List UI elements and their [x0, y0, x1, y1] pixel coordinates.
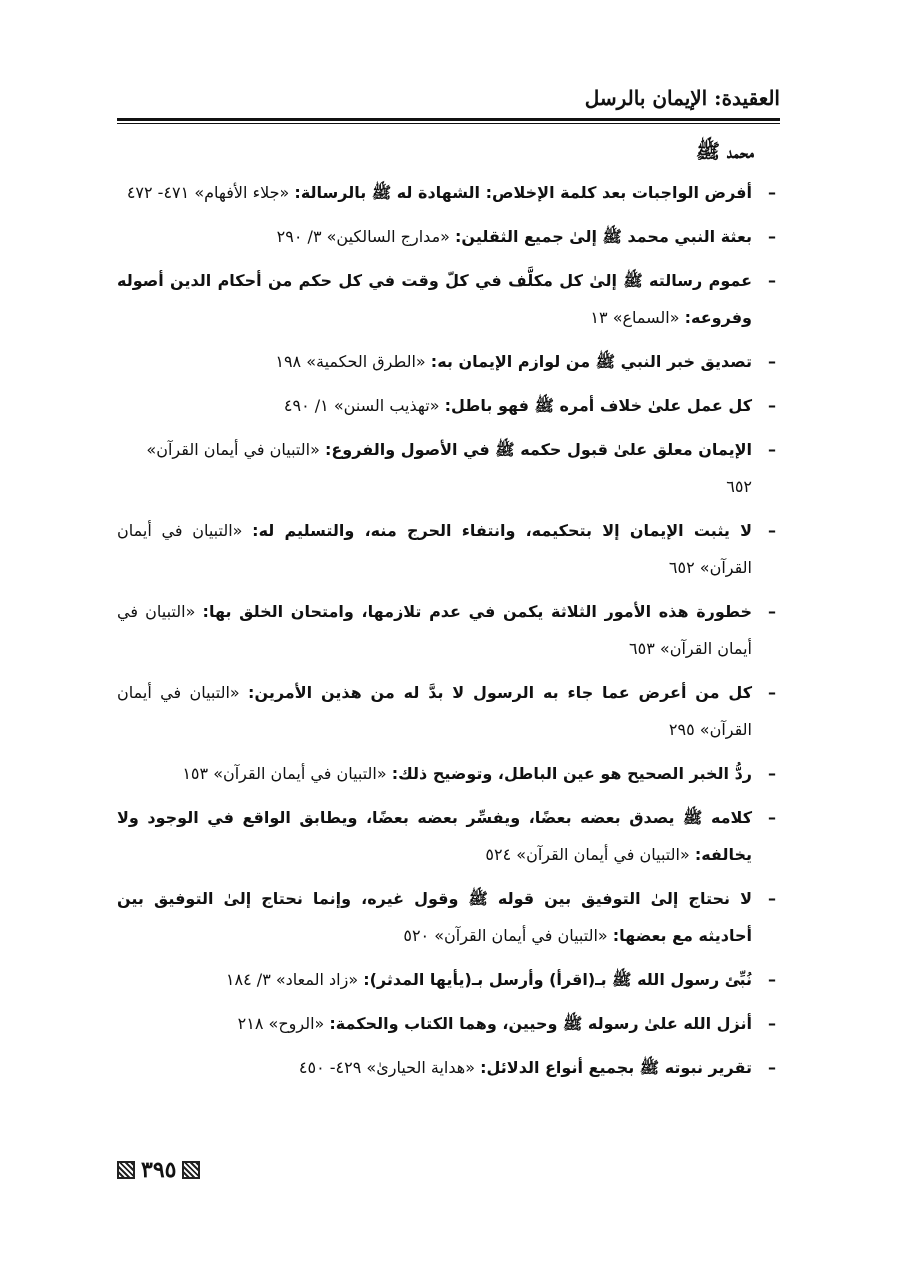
entry-text: خطورة هذه الأمور الثلاثة يكمن في عدم تلازمها، وامتحان الخلق بها:: [202, 602, 752, 621]
entry-dash: –: [768, 1058, 776, 1077]
header-rule-thin: [117, 123, 780, 124]
index-entry: [117, 262, 780, 336]
entry-dash: –: [768, 764, 776, 783]
entry-dash: –: [768, 1014, 776, 1033]
index-entry: [117, 174, 780, 211]
entry-source: «مدارج السالكين» ٣/ ٢٩٠: [276, 227, 450, 246]
entry-dash: –: [768, 889, 776, 908]
page-footer: [117, 1152, 200, 1188]
entry-text: تصديق خبر النبي ﷺ من لوازم الإيمان به:: [430, 352, 752, 371]
entry-source: «الروح» ٢١٨: [237, 1014, 325, 1033]
index-entry: [117, 799, 780, 873]
entry-dash: –: [768, 521, 776, 540]
page-number: ٣٩٥: [141, 1157, 177, 1183]
entry-text: لا نحتاج إلىٰ التوفيق بين قوله ﷺ وقول غيره، وإنما نحتاج إلىٰ التوفيق بين أحاديثه مع بعضها:: [117, 889, 752, 945]
header-rule-thick: [117, 118, 780, 121]
entry-source: «التبيان في أيمان القرآن» ١٥٣: [182, 764, 387, 783]
entry-text: ردُّ الخبر الصحيح هو عين الباطل، وتوضيح ذلك:: [391, 764, 752, 783]
entry-text: أفرض الواجبات بعد كلمة الإخلاص: الشهادة له ﷺ بالرسالة:: [294, 183, 752, 202]
section-title: محمد ﷺ: [695, 139, 754, 163]
entry-dash: –: [768, 970, 776, 989]
entry-source: «تهذيب السنن» ١/ ٤٩٠: [283, 396, 440, 415]
running-header: [117, 82, 780, 124]
index-entry: [117, 387, 780, 424]
entry-text: أنزل الله علىٰ رسوله ﷺ وحيين، وهما الكتاب والحكمة:: [329, 1014, 752, 1033]
entry-text: نُبِّئ رسول الله ﷺ بـ(اقرأ) وأرسل بـ(يأيها المدثر):: [363, 970, 752, 989]
index-entries: [117, 174, 780, 1093]
entry-text: لا يثبت الإيمان إلا بتحكيمه، وانتفاء الحرج منه، والتسليم له:: [252, 521, 752, 540]
entry-text: تقرير نبوته ﷺ بجميع أنواع الدلائل:: [480, 1058, 752, 1077]
entry-dash: –: [768, 396, 776, 415]
entry-source: «التبيان في أيمان القرآن» ٥٢٠: [403, 926, 608, 945]
index-entry: [117, 755, 780, 792]
entry-source: «التبيان في أيمان القرآن» ٢٩٥: [117, 683, 752, 739]
entry-dash: –: [768, 808, 776, 827]
entry-source: «الطرق الحكمية» ١٩٨: [275, 352, 426, 371]
index-entry: [117, 218, 780, 255]
entry-source: «التبيان في أيمان القرآن» ٦٥٢: [146, 440, 752, 496]
ornament-left-icon: [117, 1161, 135, 1179]
entry-dash: –: [768, 602, 776, 621]
entry-source: «زاد المعاد» ٣/ ١٨٤: [225, 970, 359, 989]
entry-text: الإيمان معلق علىٰ قبول حكمه ﷺ في الأصول والفروع:: [324, 440, 752, 459]
entry-source: «السماع» ١٣: [590, 308, 680, 327]
entry-dash: –: [768, 683, 776, 702]
entry-text: عموم رسالته ﷺ إلىٰ كل مكلَّف في كلّ وقت في كل حكم من أحكام الدين أصوله وفروعه:: [117, 271, 752, 327]
entry-source: «التبيان في أيمان القرآن» ٦٥٣: [117, 602, 752, 658]
index-entry: [117, 1005, 780, 1042]
entry-source: «التبيان في أيمان القرآن» ٥٢٤: [485, 845, 690, 864]
entry-dash: –: [768, 440, 776, 459]
index-entry: [117, 961, 780, 998]
index-entry: [117, 674, 780, 748]
index-entry: [117, 512, 780, 586]
entry-dash: –: [768, 271, 776, 290]
entry-source: «جلاء الأفهام» ٤٧١- ٤٧٢: [126, 183, 290, 202]
index-entry: [117, 431, 780, 505]
entry-source: «التبيان في أيمان القرآن» ٦٥٢: [117, 521, 752, 577]
entry-text: كل عمل علىٰ خلاف أمره ﷺ فهو باطل:: [444, 396, 752, 415]
entry-text: كل من أعرض عما جاء به الرسول لا بدَّ له من هذين الأمرين:: [248, 683, 753, 702]
entry-dash: –: [768, 352, 776, 371]
entry-source: «هداية الحيارىٰ» ٤٢٩- ٤٥٠: [298, 1058, 475, 1077]
entry-dash: –: [768, 183, 776, 202]
index-entry: [117, 593, 780, 667]
index-entry: [117, 1049, 780, 1086]
index-entry: [117, 343, 780, 380]
entry-text: بعثة النبي محمد ﷺ إلىٰ جميع الثقلين:: [455, 227, 752, 246]
ornament-right-icon: [182, 1161, 200, 1179]
entry-dash: –: [768, 227, 776, 246]
header-title: العقيدة: الإيمان بالرسل: [584, 86, 780, 110]
entry-text: كلامه ﷺ يصدق بعضه بعضًا، ويفسِّر بعضه بعضًا، ويطابق الواقع في الوجود ولا يخالفه:: [117, 808, 752, 864]
index-entry: [117, 880, 780, 954]
